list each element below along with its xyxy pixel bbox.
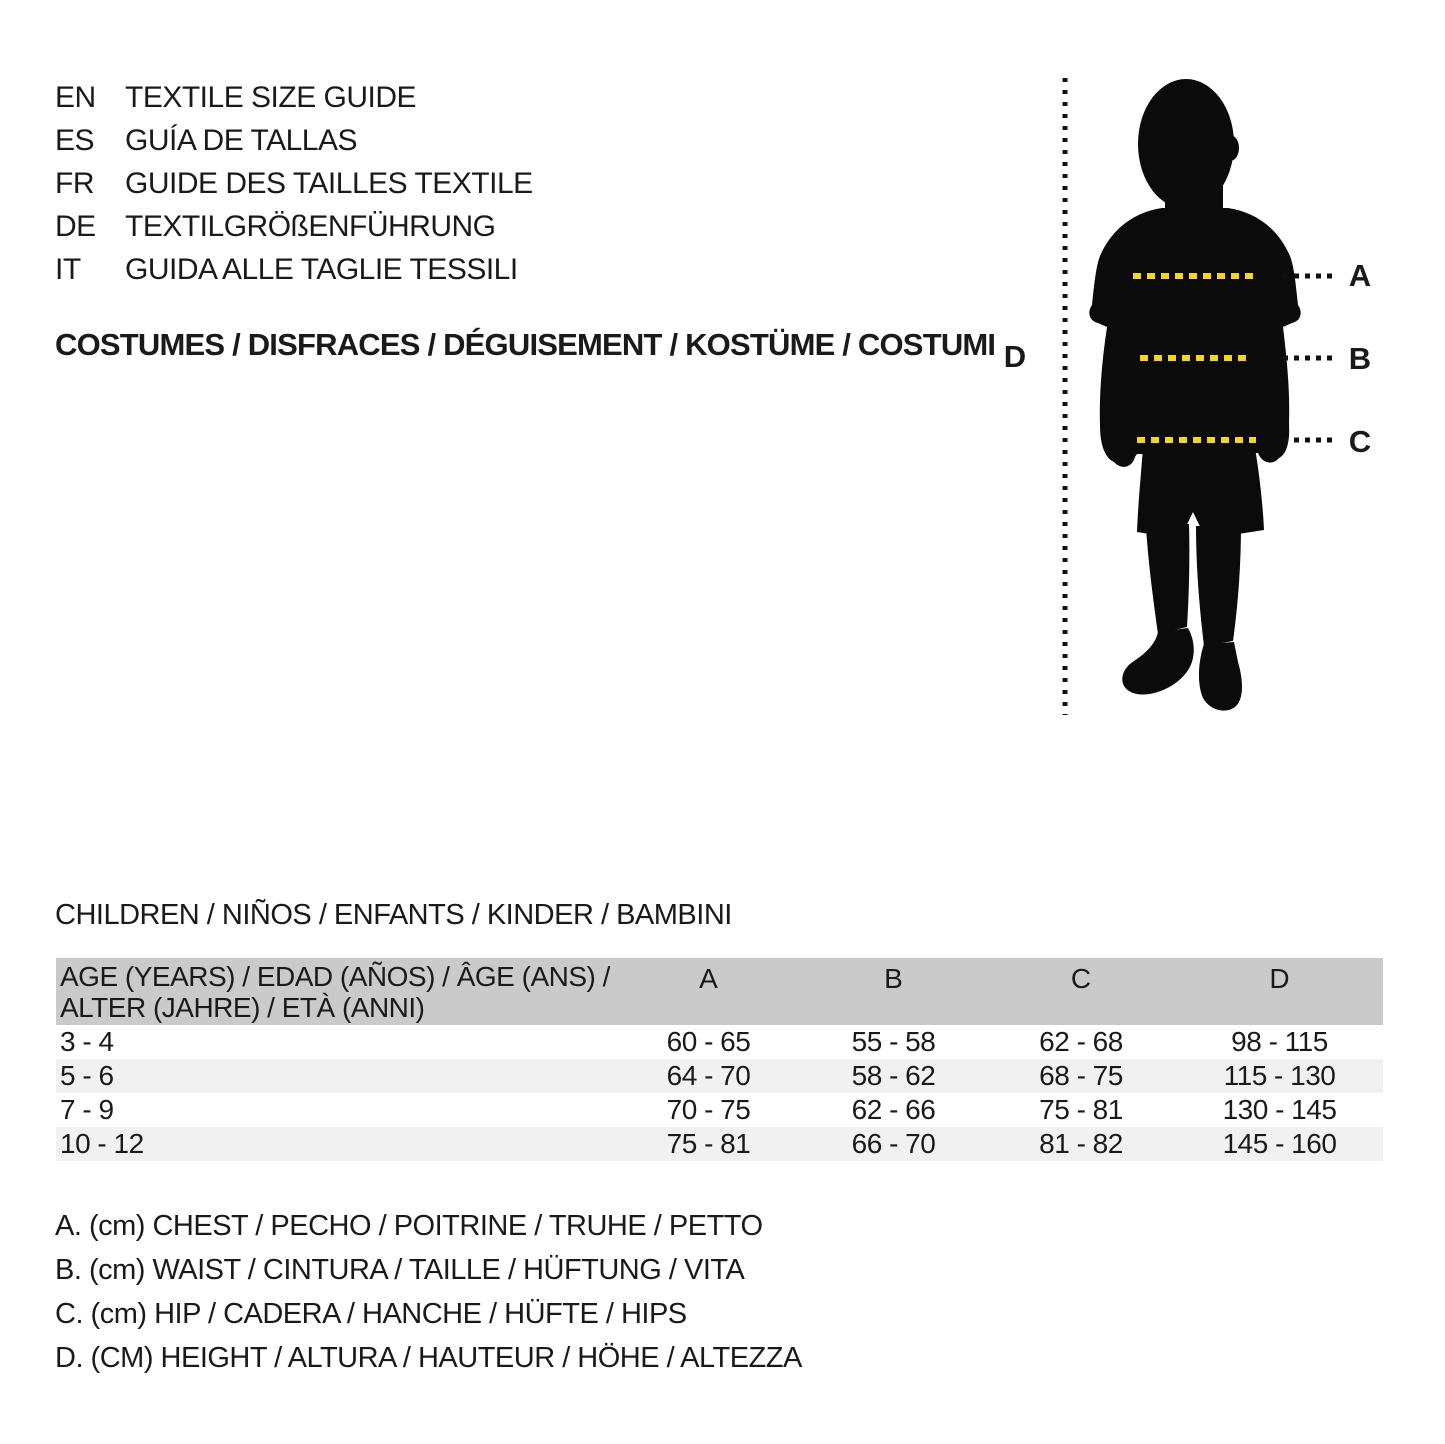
table-row	[56, 1025, 1383, 1059]
age-cell: 7 - 9	[60, 1094, 114, 1125]
measure-label-c: C	[1348, 424, 1372, 459]
silhouette-ear	[1221, 135, 1239, 161]
language-title: GUIDA ALLE TAGLIE TESSILI	[125, 253, 518, 286]
hip-cell: 81 - 82	[1039, 1128, 1123, 1159]
height-cell: 98 - 115	[1231, 1026, 1328, 1057]
measure-label-b: B	[1348, 341, 1372, 376]
language-title: GUÍA DE TALLAS	[125, 124, 357, 157]
silhouette-shorts	[1137, 448, 1264, 539]
age-cell: 10 - 12	[60, 1128, 144, 1159]
language-code: ES	[55, 124, 95, 157]
language-title: TEXTILE SIZE GUIDE	[125, 81, 417, 114]
language-title-list	[55, 76, 533, 291]
hip-cell: 68 - 75	[1039, 1060, 1123, 1091]
silhouette-left-leg	[1146, 524, 1189, 634]
language-row	[55, 76, 533, 119]
chest-cell: 60 - 65	[666, 1026, 751, 1057]
legend-line-height: D. (CM) HEIGHT / ALTURA / HAUTEUR / HÖHE / ALTEZZA	[55, 1342, 802, 1374]
category-title: COSTUMES / DISFRACES / DÉGUISEMENT / KOSTÜME / COSTUMI	[55, 327, 996, 362]
column-header-b: B	[884, 963, 903, 994]
language-code: FR	[55, 167, 94, 200]
silhouette-right-leg	[1196, 526, 1241, 646]
language-row	[55, 119, 533, 162]
waist-cell: 58 - 62	[851, 1060, 936, 1091]
size-table-header	[56, 958, 1383, 1025]
chest-cell: 70 - 75	[666, 1094, 751, 1125]
size-table	[56, 958, 1383, 1161]
language-title: GUIDE DES TAILLES TEXTILE	[125, 167, 533, 200]
column-header-a: A	[699, 963, 718, 994]
chest-cell: 64 - 70	[666, 1060, 751, 1091]
table-section-title: CHILDREN / NIÑOS / ENFANTS / KINDER / BAMBINI	[55, 899, 732, 931]
legend-line-chest: A. (cm) CHEST / PECHO / POITRINE / TRUHE / PETTO	[55, 1210, 763, 1242]
language-code: DE	[55, 210, 96, 243]
waist-cell: 55 - 58	[851, 1026, 936, 1057]
height-cell: 145 - 160	[1222, 1128, 1337, 1159]
language-row	[55, 162, 533, 205]
silhouette-torso	[1089, 208, 1300, 467]
legend-line-waist: B. (cm) WAIST / CINTURA / TAILLE / HÜFTUNG / VITA	[55, 1254, 745, 1286]
language-title: TEXTILGRÖßENFÜHRUNG	[125, 210, 496, 243]
age-header-line2: ALTER (JAHRE) / ETÀ (ANNI)	[60, 992, 425, 1023]
language-row	[55, 205, 533, 248]
waist-cell: 66 - 70	[851, 1128, 936, 1159]
age-cell: 5 - 6	[60, 1060, 114, 1091]
hip-cell: 62 - 68	[1039, 1026, 1123, 1057]
column-header-c: C	[1070, 963, 1092, 994]
age-column-header	[56, 958, 616, 1025]
column-header-d: D	[1269, 963, 1290, 994]
silhouette-right-shoe	[1199, 642, 1242, 711]
table-row	[56, 1127, 1383, 1161]
hip-cell: 75 - 81	[1039, 1094, 1123, 1125]
measure-label-a: A	[1348, 258, 1372, 293]
legend-line-hip: C. (cm) HIP / CADERA / HANCHE / HÜFTE / HIPS	[55, 1298, 687, 1330]
language-code: IT	[55, 253, 81, 286]
measurement-legend	[55, 1204, 802, 1380]
age-cell: 3 - 4	[60, 1026, 114, 1057]
waist-cell: 62 - 66	[851, 1094, 936, 1125]
child-silhouette	[1089, 79, 1300, 711]
measurement-diagram	[1000, 60, 1430, 730]
language-row	[55, 248, 533, 291]
child-silhouette-figure	[1000, 60, 1430, 730]
silhouette-left-shoe	[1122, 628, 1194, 695]
chest-cell: 75 - 81	[666, 1128, 751, 1159]
height-cell: 130 - 145	[1222, 1094, 1337, 1125]
table-row	[56, 1093, 1383, 1127]
measure-label-d: D	[1003, 339, 1027, 374]
language-code: EN	[55, 81, 96, 114]
height-cell: 115 - 130	[1223, 1060, 1336, 1091]
age-header-line1: AGE (YEARS) / EDAD (AÑOS) / ÂGE (ANS) /	[60, 961, 610, 992]
table-row	[56, 1059, 1383, 1093]
